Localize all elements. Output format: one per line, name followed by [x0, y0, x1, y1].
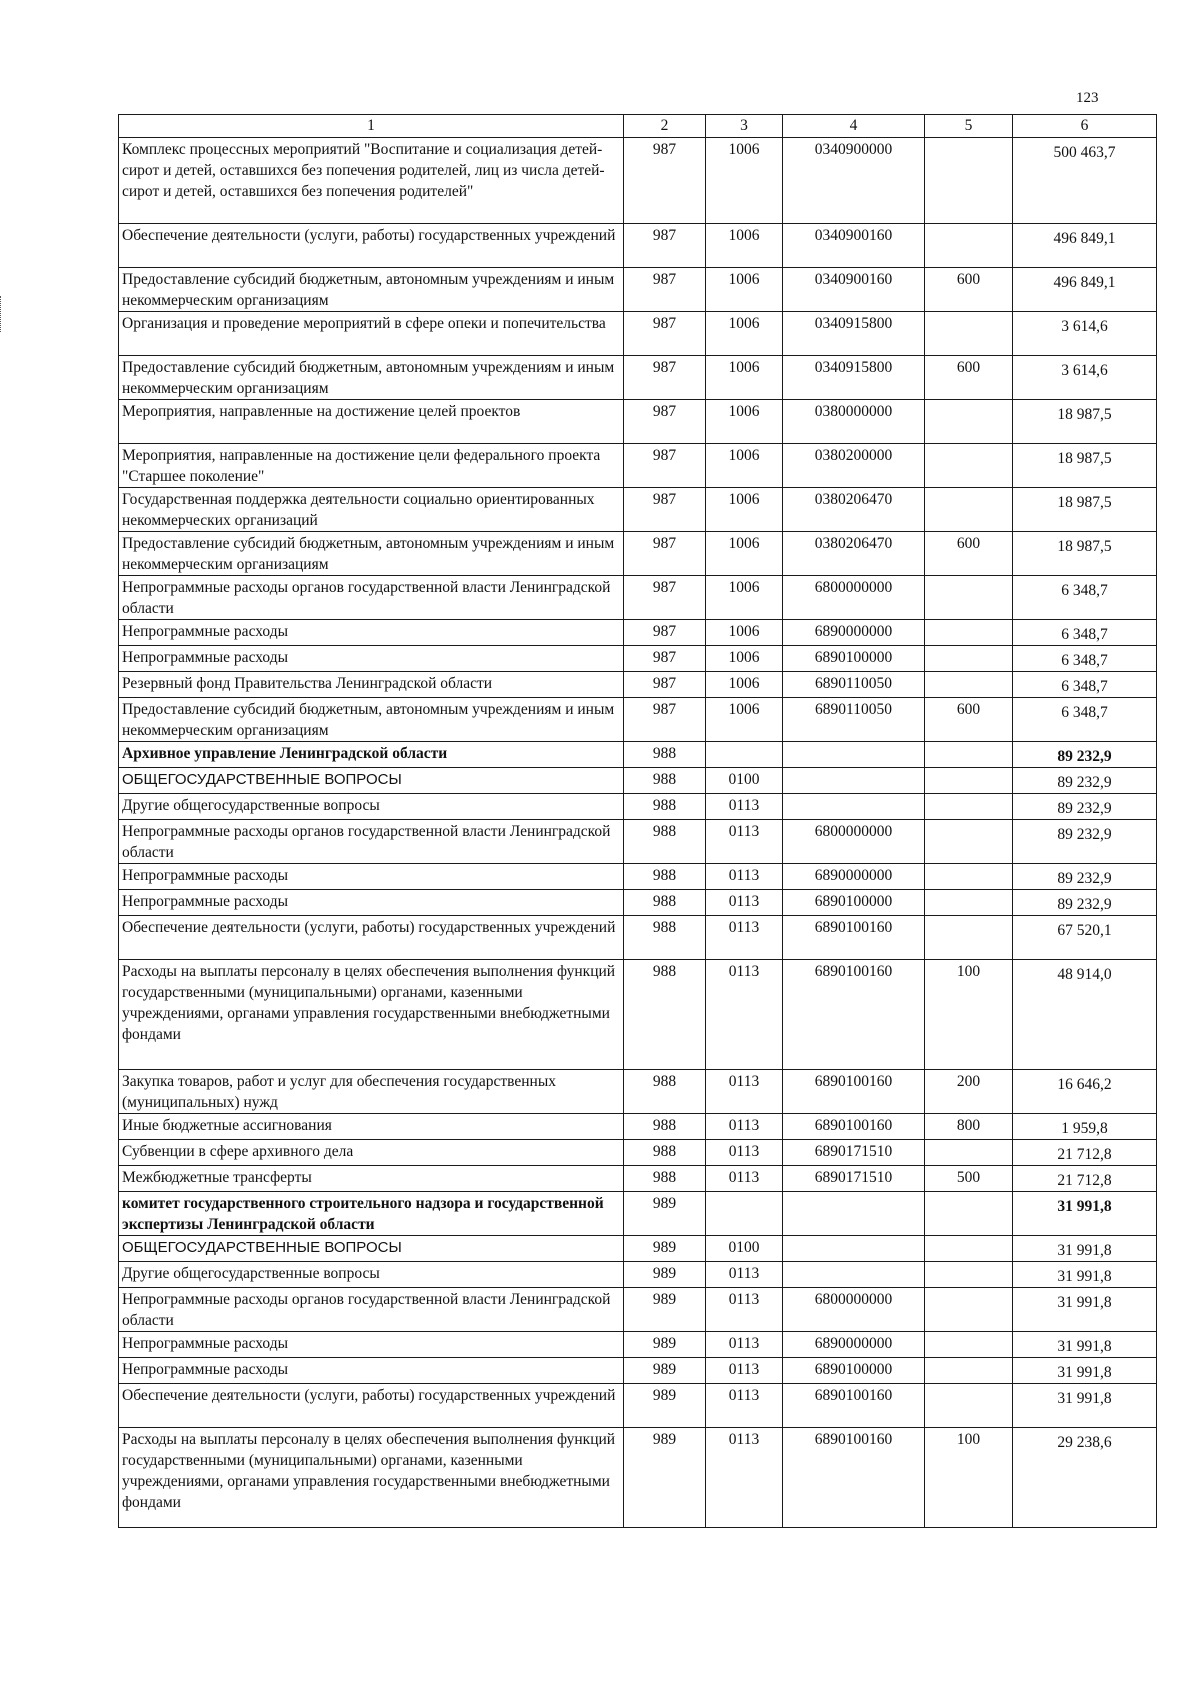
- table-row: [119, 620, 1157, 646]
- row-target-article: [783, 1262, 925, 1288]
- row-ministry-code: 988: [624, 794, 706, 820]
- row-section-code: 1006: [706, 672, 783, 698]
- row-section-code: 1006: [706, 620, 783, 646]
- table-row: [119, 1114, 1157, 1140]
- row-amount: 89 232,9: [1013, 864, 1157, 890]
- table-row: [119, 312, 1157, 356]
- row-expense-type: [925, 1140, 1013, 1166]
- row-amount: 31 991,8: [1013, 1288, 1157, 1332]
- row-description: Непрограммные расходы органов государственной власти Ленинградской области: [119, 820, 624, 864]
- row-target-article: [783, 768, 925, 794]
- budget-table-container: [118, 114, 1156, 1528]
- row-target-article: 6800000000: [783, 1288, 925, 1332]
- row-expense-type: [925, 820, 1013, 864]
- row-section-code: 0113: [706, 820, 783, 864]
- row-target-article: 6890100160: [783, 1428, 925, 1528]
- row-target-article: [783, 794, 925, 820]
- row-expense-type: 200: [925, 1070, 1013, 1114]
- row-ministry-code: 987: [624, 646, 706, 672]
- row-target-article: 6890100000: [783, 1358, 925, 1384]
- table-row: [119, 742, 1157, 768]
- table-row: [119, 356, 1157, 400]
- row-target-article: 6890171510: [783, 1140, 925, 1166]
- row-description: Иные бюджетные ассигнования: [119, 1114, 624, 1140]
- row-expense-type: [925, 1332, 1013, 1358]
- row-amount: 6 348,7: [1013, 576, 1157, 620]
- row-ministry-code: 989: [624, 1332, 706, 1358]
- budget-table: [118, 114, 1157, 1528]
- row-ministry-code: 987: [624, 138, 706, 224]
- row-ministry-code: 988: [624, 820, 706, 864]
- row-amount: 6 348,7: [1013, 672, 1157, 698]
- row-amount: 67 520,1: [1013, 916, 1157, 960]
- row-target-article: 6890000000: [783, 864, 925, 890]
- row-target-article: 6890100160: [783, 1384, 925, 1428]
- header-col-6: 6: [1013, 115, 1157, 138]
- row-description: Непрограммные расходы: [119, 864, 624, 890]
- row-section-code: 0113: [706, 1332, 783, 1358]
- row-description: Непрограммные расходы органов государственной власти Ленинградской области: [119, 576, 624, 620]
- row-expense-type: [925, 576, 1013, 620]
- row-ministry-code: 987: [624, 224, 706, 268]
- row-section-code: 0113: [706, 1288, 783, 1332]
- row-description: Непрограммные расходы органов государственной власти Ленинградской области: [119, 1288, 624, 1332]
- table-row: [119, 820, 1157, 864]
- row-expense-type: [925, 620, 1013, 646]
- row-expense-type: [925, 864, 1013, 890]
- row-amount: 3 614,6: [1013, 356, 1157, 400]
- row-ministry-code: 988: [624, 1070, 706, 1114]
- row-amount: 496 849,1: [1013, 224, 1157, 268]
- row-amount: 6 348,7: [1013, 646, 1157, 672]
- row-amount: 89 232,9: [1013, 890, 1157, 916]
- header-col-1: 1: [119, 115, 624, 138]
- row-expense-type: [925, 488, 1013, 532]
- row-ministry-code: 987: [624, 356, 706, 400]
- row-target-article: [783, 1192, 925, 1236]
- row-expense-type: [925, 672, 1013, 698]
- table-row: [119, 1262, 1157, 1288]
- table-row: [119, 672, 1157, 698]
- row-description: Обеспечение деятельности (услуги, работы) государственных учреждений: [119, 224, 624, 268]
- row-expense-type: 800: [925, 1114, 1013, 1140]
- row-section-code: 1006: [706, 356, 783, 400]
- row-description: Обеспечение деятельности (услуги, работы) государственных учреждений: [119, 916, 624, 960]
- row-ministry-code: 988: [624, 864, 706, 890]
- row-expense-type: 600: [925, 268, 1013, 312]
- row-amount: 21 712,8: [1013, 1140, 1157, 1166]
- table-row: [119, 1140, 1157, 1166]
- row-ministry-code: 987: [624, 672, 706, 698]
- row-target-article: 6890100160: [783, 1114, 925, 1140]
- row-amount: 18 987,5: [1013, 400, 1157, 444]
- row-amount: 31 991,8: [1013, 1332, 1157, 1358]
- table-row: [119, 916, 1157, 960]
- row-section-code: 1006: [706, 224, 783, 268]
- table-row: [119, 1236, 1157, 1262]
- row-description: Межбюджетные трансферты: [119, 1166, 624, 1192]
- header-row: [119, 115, 1157, 138]
- row-section-code: 0113: [706, 1070, 783, 1114]
- row-ministry-code: 989: [624, 1192, 706, 1236]
- table-row: [119, 576, 1157, 620]
- row-description: Непрограммные расходы: [119, 1358, 624, 1384]
- scan-margin-mark: [0, 296, 4, 332]
- row-expense-type: [925, 1192, 1013, 1236]
- table-row: [119, 1428, 1157, 1528]
- row-expense-type: [925, 224, 1013, 268]
- row-target-article: 6800000000: [783, 576, 925, 620]
- row-description: Организация и проведение мероприятий в сфере опеки и попечительства: [119, 312, 624, 356]
- row-ministry-code: 988: [624, 1114, 706, 1140]
- row-description: Непрограммные расходы: [119, 1332, 624, 1358]
- table-row: [119, 138, 1157, 224]
- header-col-4: 4: [783, 115, 925, 138]
- row-amount: 500 463,7: [1013, 138, 1157, 224]
- header-col-5: 5: [925, 115, 1013, 138]
- row-section-code: 0113: [706, 1358, 783, 1384]
- row-target-article: 6890000000: [783, 1332, 925, 1358]
- row-amount: 6 348,7: [1013, 620, 1157, 646]
- table-row: [119, 698, 1157, 742]
- row-ministry-code: 989: [624, 1262, 706, 1288]
- row-target-article: [783, 742, 925, 768]
- row-target-article: 0340900000: [783, 138, 925, 224]
- row-description: Комплекс процессных мероприятий "Воспитание и социализация детей-сирот и детей, оставшихся без попечения родителей, лиц из числа детей-сирот и детей, оставшихся без попечения родителей": [119, 138, 624, 224]
- row-target-article: 6890100160: [783, 916, 925, 960]
- row-expense-type: [925, 768, 1013, 794]
- row-ministry-code: 987: [624, 312, 706, 356]
- row-amount: 31 991,8: [1013, 1236, 1157, 1262]
- row-amount: 18 987,5: [1013, 532, 1157, 576]
- table-row: [119, 768, 1157, 794]
- row-section-code: 1006: [706, 646, 783, 672]
- row-section-code: 1006: [706, 576, 783, 620]
- table-row: [119, 890, 1157, 916]
- row-expense-type: 100: [925, 960, 1013, 1070]
- row-ministry-code: 987: [624, 532, 706, 576]
- row-expense-type: [925, 916, 1013, 960]
- row-expense-type: [925, 312, 1013, 356]
- row-target-article: 0380000000: [783, 400, 925, 444]
- row-description: Мероприятия, направленные на достижение цели федерального проекта "Старшее поколение": [119, 444, 624, 488]
- row-ministry-code: 987: [624, 400, 706, 444]
- row-section-code: 1006: [706, 312, 783, 356]
- row-description: Предоставление субсидий бюджетным, автономным учреждениям и иным некоммерческим организациям: [119, 698, 624, 742]
- row-ministry-code: 987: [624, 488, 706, 532]
- row-amount: 89 232,9: [1013, 794, 1157, 820]
- row-description: ОБЩЕГОСУДАРСТВЕННЫЕ ВОПРОСЫ: [119, 768, 624, 794]
- row-expense-type: [925, 742, 1013, 768]
- row-ministry-code: 989: [624, 1236, 706, 1262]
- row-expense-type: [925, 1262, 1013, 1288]
- table-row: [119, 224, 1157, 268]
- row-target-article: 6890100000: [783, 646, 925, 672]
- row-description: Закупка товаров, работ и услуг для обеспечения государственных (муниципальных) нужд: [119, 1070, 624, 1114]
- row-section-code: 0113: [706, 960, 783, 1070]
- row-description: комитет государственного строительного надзора и государственной экспертизы Ленинградской области: [119, 1192, 624, 1236]
- row-target-article: 6890000000: [783, 620, 925, 646]
- row-target-article: 0340915800: [783, 312, 925, 356]
- row-ministry-code: 988: [624, 890, 706, 916]
- row-amount: 18 987,5: [1013, 488, 1157, 532]
- table-row: [119, 444, 1157, 488]
- row-target-article: 6890171510: [783, 1166, 925, 1192]
- row-amount: 89 232,9: [1013, 820, 1157, 864]
- row-description: Другие общегосударственные вопросы: [119, 1262, 624, 1288]
- row-expense-type: [925, 444, 1013, 488]
- row-ministry-code: 987: [624, 698, 706, 742]
- table-body: [119, 138, 1157, 1528]
- row-description: Резервный фонд Правительства Ленинградской области: [119, 672, 624, 698]
- row-expense-type: [925, 1236, 1013, 1262]
- table-row: [119, 488, 1157, 532]
- row-amount: 6 348,7: [1013, 698, 1157, 742]
- row-description: Мероприятия, направленные на достижение целей проектов: [119, 400, 624, 444]
- row-section-code: 0113: [706, 916, 783, 960]
- table-row: [119, 960, 1157, 1070]
- row-section-code: 0113: [706, 794, 783, 820]
- row-expense-type: 100: [925, 1428, 1013, 1528]
- row-amount: 3 614,6: [1013, 312, 1157, 356]
- table-row: [119, 1332, 1157, 1358]
- row-ministry-code: 989: [624, 1428, 706, 1528]
- table-row: [119, 400, 1157, 444]
- row-ministry-code: 988: [624, 742, 706, 768]
- table-row: [119, 268, 1157, 312]
- row-section-code: 1006: [706, 138, 783, 224]
- table-row: [119, 1192, 1157, 1236]
- row-expense-type: [925, 400, 1013, 444]
- row-section-code: 1006: [706, 268, 783, 312]
- row-description: Предоставление субсидий бюджетным, автономным учреждениям и иным некоммерческим организациям: [119, 356, 624, 400]
- row-ministry-code: 987: [624, 620, 706, 646]
- row-description: Непрограммные расходы: [119, 646, 624, 672]
- row-section-code: 1006: [706, 488, 783, 532]
- row-target-article: 0380206470: [783, 488, 925, 532]
- row-target-article: 0340915800: [783, 356, 925, 400]
- row-section-code: 0100: [706, 768, 783, 794]
- row-ministry-code: 989: [624, 1384, 706, 1428]
- row-ministry-code: 989: [624, 1288, 706, 1332]
- row-target-article: [783, 1236, 925, 1262]
- row-target-article: 6890100160: [783, 1070, 925, 1114]
- row-section-code: 0100: [706, 1236, 783, 1262]
- row-amount: 29 238,6: [1013, 1428, 1157, 1528]
- row-ministry-code: 988: [624, 916, 706, 960]
- row-section-code: 1006: [706, 532, 783, 576]
- row-amount: 89 232,9: [1013, 768, 1157, 794]
- row-expense-type: [925, 890, 1013, 916]
- row-target-article: 6890110050: [783, 672, 925, 698]
- row-ministry-code: 987: [624, 444, 706, 488]
- row-section-code: 0113: [706, 864, 783, 890]
- row-ministry-code: 988: [624, 1140, 706, 1166]
- row-section-code: 0113: [706, 1262, 783, 1288]
- row-amount: 48 914,0: [1013, 960, 1157, 1070]
- row-ministry-code: 988: [624, 960, 706, 1070]
- row-expense-type: 500: [925, 1166, 1013, 1192]
- row-amount: 31 991,8: [1013, 1384, 1157, 1428]
- row-description: Предоставление субсидий бюджетным, автономным учреждениям и иным некоммерческим организациям: [119, 532, 624, 576]
- row-section-code: 0113: [706, 1166, 783, 1192]
- row-description: Непрограммные расходы: [119, 890, 624, 916]
- row-section-code: 0113: [706, 1384, 783, 1428]
- row-description: Обеспечение деятельности (услуги, работы) государственных учреждений: [119, 1384, 624, 1428]
- table-row: [119, 532, 1157, 576]
- row-amount: 21 712,8: [1013, 1166, 1157, 1192]
- row-expense-type: [925, 138, 1013, 224]
- row-description: ОБЩЕГОСУДАРСТВЕННЫЕ ВОПРОСЫ: [119, 1236, 624, 1262]
- row-expense-type: [925, 794, 1013, 820]
- row-target-article: 0340900160: [783, 268, 925, 312]
- row-description: Субвенции в сфере архивного дела: [119, 1140, 624, 1166]
- row-section-code: 0113: [706, 890, 783, 916]
- row-expense-type: [925, 1384, 1013, 1428]
- row-section-code: [706, 742, 783, 768]
- table-row: [119, 1166, 1157, 1192]
- row-ministry-code: 987: [624, 268, 706, 312]
- row-ministry-code: 988: [624, 768, 706, 794]
- row-ministry-code: 989: [624, 1358, 706, 1384]
- row-expense-type: 600: [925, 356, 1013, 400]
- row-target-article: 0380200000: [783, 444, 925, 488]
- row-expense-type: [925, 1358, 1013, 1384]
- row-target-article: 6800000000: [783, 820, 925, 864]
- table-row: [119, 1070, 1157, 1114]
- row-description: Непрограммные расходы: [119, 620, 624, 646]
- row-target-article: 0380206470: [783, 532, 925, 576]
- table-row: [119, 1288, 1157, 1332]
- row-amount: 1 959,8: [1013, 1114, 1157, 1140]
- row-description: Другие общегосударственные вопросы: [119, 794, 624, 820]
- table-row: [119, 794, 1157, 820]
- row-section-code: 1006: [706, 444, 783, 488]
- row-expense-type: [925, 646, 1013, 672]
- row-ministry-code: 988: [624, 1166, 706, 1192]
- table-row: [119, 646, 1157, 672]
- row-description: Государственная поддержка деятельности социально ориентированных некоммерческих организаций: [119, 488, 624, 532]
- row-expense-type: 600: [925, 698, 1013, 742]
- row-description: Предоставление субсидий бюджетным, автономным учреждениям и иным некоммерческим организациям: [119, 268, 624, 312]
- row-section-code: 0113: [706, 1140, 783, 1166]
- table-row: [119, 1384, 1157, 1428]
- header-col-3: 3: [706, 115, 783, 138]
- page-number: 123: [1076, 90, 1099, 106]
- row-amount: 89 232,9: [1013, 742, 1157, 768]
- row-target-article: 6890110050: [783, 698, 925, 742]
- row-description: Расходы на выплаты персоналу в целях обеспечения выполнения функций государственными (муниципальными) органами, казенными учреждениями, органами управления государственными внебюджетными фондами: [119, 1428, 624, 1528]
- row-amount: 18 987,5: [1013, 444, 1157, 488]
- row-section-code: 0113: [706, 1428, 783, 1528]
- header-col-2: 2: [624, 115, 706, 138]
- row-target-article: 0340900160: [783, 224, 925, 268]
- table-row: [119, 1358, 1157, 1384]
- row-amount: 496 849,1: [1013, 268, 1157, 312]
- row-ministry-code: 987: [624, 576, 706, 620]
- row-amount: 31 991,8: [1013, 1262, 1157, 1288]
- row-amount: 31 991,8: [1013, 1192, 1157, 1236]
- row-amount: 31 991,8: [1013, 1358, 1157, 1384]
- row-section-code: [706, 1192, 783, 1236]
- row-description: Архивное управление Ленинградской области: [119, 742, 624, 768]
- row-expense-type: [925, 1288, 1013, 1332]
- row-expense-type: 600: [925, 532, 1013, 576]
- row-section-code: 1006: [706, 400, 783, 444]
- row-amount: 16 646,2: [1013, 1070, 1157, 1114]
- row-section-code: 1006: [706, 698, 783, 742]
- row-target-article: 6890100160: [783, 960, 925, 1070]
- table-row: [119, 864, 1157, 890]
- row-description: Расходы на выплаты персоналу в целях обеспечения выполнения функций государственными (муниципальными) органами, казенными учреждениями, органами управления государственными внебюджетными фондами: [119, 960, 624, 1070]
- row-target-article: 6890100000: [783, 890, 925, 916]
- row-section-code: 0113: [706, 1114, 783, 1140]
